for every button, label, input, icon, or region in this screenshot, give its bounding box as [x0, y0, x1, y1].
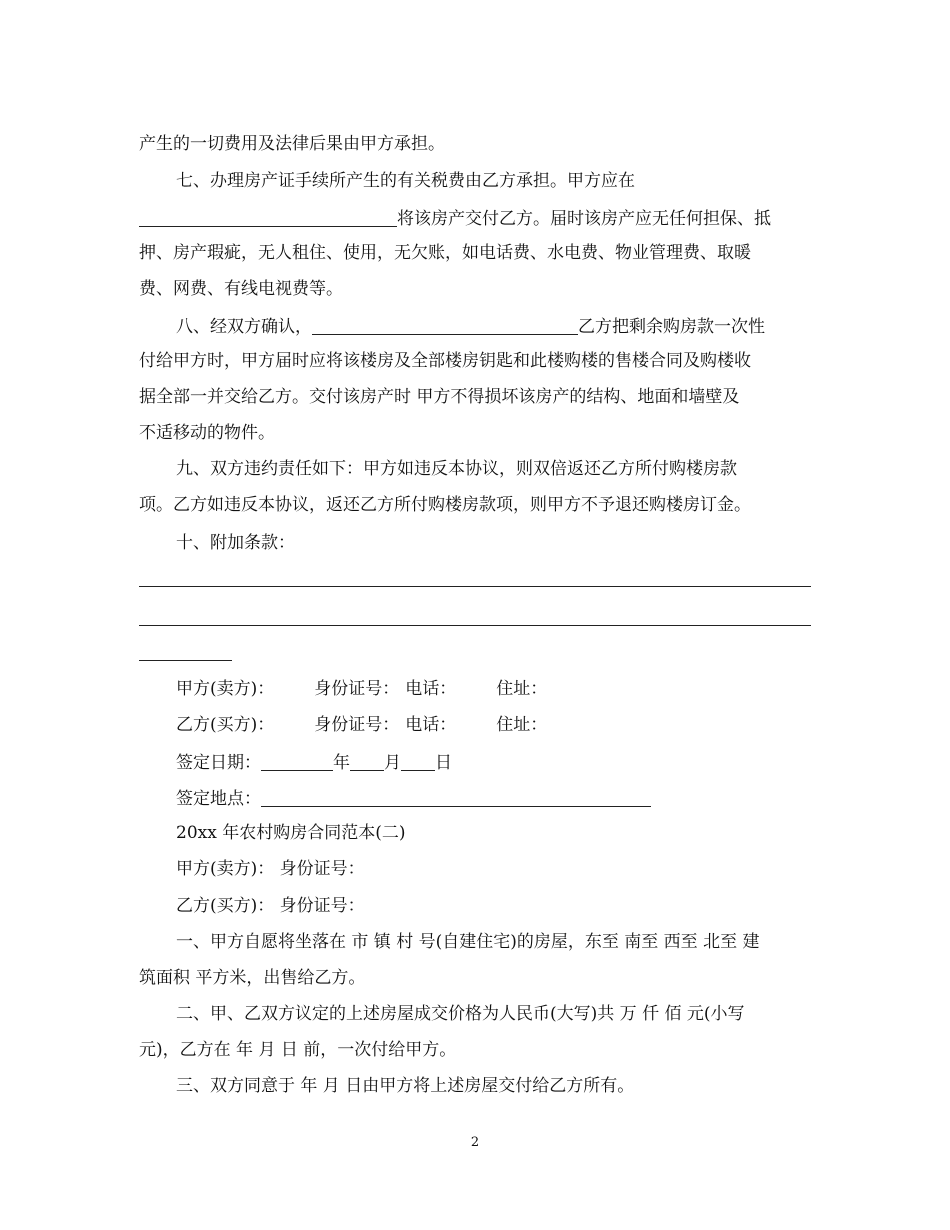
phone-label: 电话： [405, 679, 457, 699]
additional-terms-line[interactable] [139, 586, 811, 587]
clause-9-heading: 九、双方违约责任如下：甲方如违反本协议，则双倍返还乙方所付购楼房款 [176, 459, 737, 479]
phone-label: 电话： [405, 715, 457, 735]
day-blank[interactable] [401, 752, 435, 771]
clause-8-line [176, 313, 765, 339]
buyer-id-line: 乙方(买方)： 身份证号： [176, 896, 365, 916]
clause-7-line [139, 205, 771, 231]
id-label: 身份证号： [314, 715, 400, 735]
month-label: 月 [384, 753, 401, 773]
paragraph-line: 元)，乙方在 年 月 日 前，一次付给甲方。 [139, 1040, 457, 1060]
month-blank[interactable] [350, 752, 384, 771]
year-blank[interactable] [261, 752, 333, 771]
additional-terms-line[interactable] [139, 625, 811, 626]
paragraph-line: 产生的一切费用及法律后果由甲方承担。 [139, 134, 445, 154]
additional-terms-line[interactable] [139, 660, 232, 661]
seller-id-line: 甲方(卖方)： 身份证号： [176, 859, 365, 879]
place-label: 签定地点： [176, 789, 261, 809]
signature-row-seller [176, 677, 547, 701]
paragraph-line: 付给甲方时，甲方届时应将该楼房及全部楼房钥匙和此楼购楼的售楼合同及购楼收 [139, 351, 751, 371]
signing-place-row [176, 785, 651, 811]
date-label: 签定日期： [176, 753, 261, 773]
clause-1-heading: 一、甲方自愿将坐落在 市 镇 村 号(自建住宅)的房屋，东至 南至 西至 北至 建 [176, 932, 760, 952]
buyer-label: 乙方(买方)： [176, 715, 275, 735]
clause-8-text: 八、经双方确认， [176, 317, 312, 337]
clause-2-heading: 二、甲、乙双方议定的上述房屋成交价格为人民币(大写)共 万 仟 佰 元(小写 [176, 1004, 745, 1024]
id-label: 身份证号： [314, 679, 400, 699]
seller-label: 甲方(卖方)： [176, 679, 275, 699]
fill-in-blank[interactable] [312, 316, 578, 335]
day-label: 日 [435, 753, 452, 773]
fill-in-blank[interactable] [139, 208, 397, 227]
year-label: 年 [333, 753, 350, 773]
address-label: 住址： [496, 715, 548, 735]
clause-8-text: 乙方把剩余购房款一次性 [578, 317, 765, 337]
paragraph-line: 项。乙方如违反本协议，返还乙方所付购楼房款项，则甲方不予退还购楼房订金。 [139, 495, 751, 515]
signing-date-row [176, 749, 452, 775]
clause-7-text: 将该房产交付乙方。届时该房产应无任何担保、抵 [397, 209, 771, 229]
signature-row-buyer [176, 713, 547, 737]
paragraph-line: 押、房产瑕疵，无人租住、使用，无欠账，如电话费、水电费、物业管理费、取暖 [139, 243, 751, 263]
paragraph-line: 筑面积 平方米，出售给乙方。 [139, 968, 366, 988]
section-title: 20xx 年农村购房合同范本(二) [176, 823, 406, 843]
paragraph-line: 据全部一并交给乙方。交付该房产时 甲方不得损坏该房产的结构、地面和墙壁及 [139, 387, 740, 407]
paragraph-line: 不适移动的物件。 [139, 423, 275, 443]
address-label: 住址： [496, 679, 548, 699]
clause-3-heading: 三、双方同意于 年 月 日由甲方将上述房屋交付给乙方所有。 [176, 1076, 635, 1096]
clause-7-heading: 七、办理房产证手续所产生的有关税费由乙方承担。甲方应在 [176, 171, 635, 191]
place-blank[interactable] [261, 788, 651, 807]
page-number: 2 [470, 1135, 480, 1150]
clause-10-heading: 十、附加条款： [176, 533, 295, 553]
paragraph-line: 费、网费、有线电视费等。 [139, 279, 343, 299]
